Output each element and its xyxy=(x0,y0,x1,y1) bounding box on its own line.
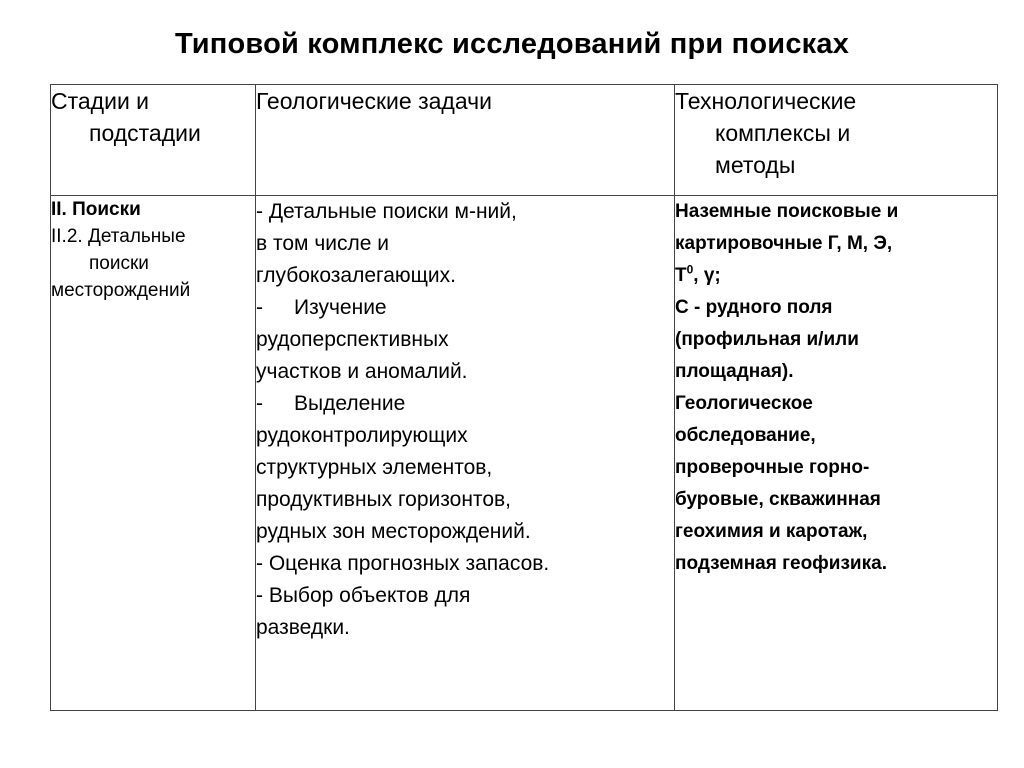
task-line: разведки. xyxy=(256,616,350,639)
task-line: структурных элементов, xyxy=(256,456,493,479)
task-line: продуктивных горизонтов, xyxy=(256,488,511,511)
method-line: С - рудного поля xyxy=(675,297,833,318)
task-line: в том числе и xyxy=(256,232,389,255)
method-line: буровые, скважинная xyxy=(675,489,881,510)
method-line: обследование, xyxy=(675,425,816,446)
method-text: Т xyxy=(675,265,687,286)
substage-text: месторождений xyxy=(51,280,191,301)
task-line: глубокозалегающих. xyxy=(256,264,456,287)
task-dash: - xyxy=(256,392,263,415)
method-line xyxy=(675,260,997,292)
header-text: Геологические задачи xyxy=(256,88,492,114)
method-line: Наземные поисковые и xyxy=(675,201,899,222)
task-line: - Детальные поиски м-ний, xyxy=(256,200,517,223)
method-line: проверочные горно- xyxy=(675,457,870,478)
stage-name: II. Поиски xyxy=(51,199,141,220)
table-row xyxy=(51,196,998,711)
task-text: Изучение xyxy=(294,296,387,319)
header-text: методы xyxy=(715,152,796,178)
tasks-cell xyxy=(256,196,675,711)
method-line: Геологическое xyxy=(675,393,813,414)
task-text: Выделение xyxy=(294,392,406,415)
task-line: - Оценка прогнозных запасов. xyxy=(256,552,550,575)
method-line: площадная). xyxy=(675,361,794,382)
methods-cell xyxy=(675,196,998,711)
header-text: Технологические xyxy=(675,88,857,114)
task-line: - Выбор объектов для xyxy=(256,584,471,607)
task-line: рудоперспективных xyxy=(256,328,449,351)
header-tasks xyxy=(256,85,675,196)
header-text: подстадии xyxy=(89,120,201,146)
superscript-zero: 0 xyxy=(686,262,694,277)
header-text: Стадии и xyxy=(51,88,150,114)
task-line xyxy=(256,388,674,420)
method-line: подземная геофизика. xyxy=(675,553,887,574)
task-line: участков и аномалий. xyxy=(256,360,468,383)
research-table xyxy=(50,84,998,711)
header-stages xyxy=(51,85,256,196)
method-line: картировочные Г, М, Э, xyxy=(675,233,893,254)
task-line: рудных зон месторождений. xyxy=(256,520,531,543)
task-dash: - xyxy=(256,296,263,319)
substage-text: II.2. Детальные xyxy=(51,226,186,247)
stage-cell xyxy=(51,196,256,711)
method-text: , γ; xyxy=(693,265,721,286)
header-methods xyxy=(675,85,998,196)
method-line: (профильная и/или xyxy=(675,329,859,350)
method-line: геохимия и каротаж, xyxy=(675,521,868,542)
substage-text: поиски xyxy=(89,253,149,274)
task-line xyxy=(256,292,674,324)
header-text: комплексы и xyxy=(715,120,851,146)
table-header-row xyxy=(51,85,998,196)
task-line: рудоконтролирующих xyxy=(256,424,468,447)
page-title: Типовой комплекс исследований при поисках xyxy=(174,28,850,60)
